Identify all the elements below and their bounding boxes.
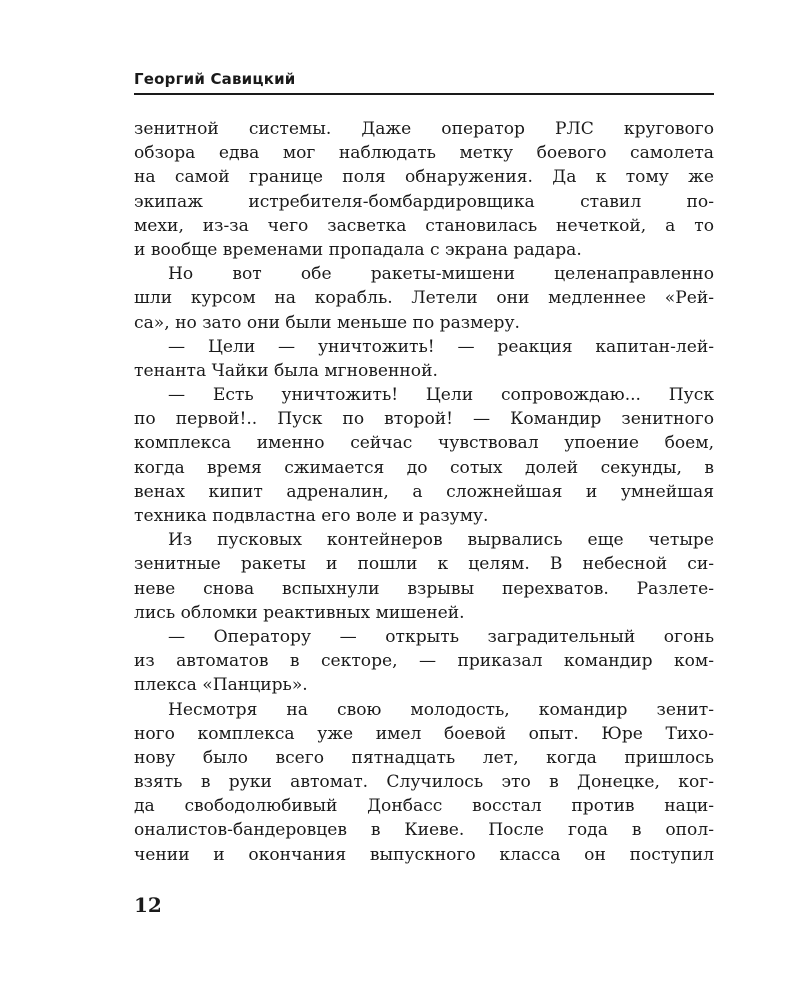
header-rule xyxy=(134,93,714,95)
text-line: на самой границе поля обнаружения. Да к тому же xyxy=(134,167,714,188)
page-number: 12 xyxy=(134,893,162,917)
text-line: зенитной системы. Даже оператор РЛС кругового xyxy=(134,119,714,139)
text-line: — Цели — уничтожить! — реакция капитан-лей- xyxy=(168,336,714,357)
text-line: ного комплекса уже имел боевой опыт. Юре Тихо- xyxy=(134,723,714,744)
text-line: Из пусковых контейнеров вырвались еще четыре xyxy=(168,530,714,551)
text-line: когда время сжимается до сотых долей секунды, в xyxy=(134,457,714,478)
text-line: мехи, из-за чего засветка становилась нечеткой, а то xyxy=(134,215,714,236)
text-line: взять в руки автомат. Случилось это в Донецке, ког- xyxy=(134,772,714,793)
text-line: са», но зато они были меньше по размеру. xyxy=(134,312,520,333)
text-line: — Оператору — открыть заградительный огонь xyxy=(168,626,714,647)
text-line: экипаж истребителя-бомбардировщика ставил по- xyxy=(134,191,714,212)
text-line: и вообще временами пропадала с экрана радара. xyxy=(134,239,582,260)
running-head-author: Георгий Савицкий xyxy=(134,70,296,88)
text-line: лись обломки реактивных мишеней. xyxy=(134,602,465,623)
text-line: техника подвластна его воле и разуму. xyxy=(134,506,489,526)
text-line: Но вот обе ракеты-мишени целенаправленно xyxy=(168,264,714,285)
text-line: нову было всего пятнадцать лет, когда пришлось xyxy=(134,747,714,768)
text-line: Несмотря на свою молодость, командир зенит- xyxy=(168,699,714,720)
text-line: венах кипит адреналин, а сложнейшая и умнейшая xyxy=(134,481,714,502)
text-line: обзора едва мог наблюдать метку боевого самолета xyxy=(134,143,714,164)
text-line: плекса «Панцирь». xyxy=(134,675,308,696)
text-line: чении и окончания выпускного класса он поступил xyxy=(134,844,714,865)
text-line: зенитные ракеты и пошли к целям. В небесной си- xyxy=(134,554,714,575)
text-line: шли курсом на корабль. Летели они медленнее «Рей- xyxy=(134,288,714,309)
text-line: из автоматов в секторе, — приказал командир ком- xyxy=(134,651,714,672)
text-line: неве снова вспыхнули взрывы перехватов. Разлете- xyxy=(134,578,714,599)
text-line: — Есть уничтожить! Цели сопровождаю... Пуск xyxy=(168,385,714,406)
text-line: оналистов-бандеровцев в Киеве. После года в опол- xyxy=(134,820,714,841)
text-line: по первой!.. Пуск по второй! — Командир зенитного xyxy=(134,409,714,430)
body-text xyxy=(134,117,714,867)
text-line: тенанта Чайки была мгновенной. xyxy=(134,360,438,381)
text-line: комплекса именно сейчас чувствовал упоение боем, xyxy=(134,433,714,454)
text-line: да свободолюбивый Донбасс восстал против наци- xyxy=(134,796,714,817)
